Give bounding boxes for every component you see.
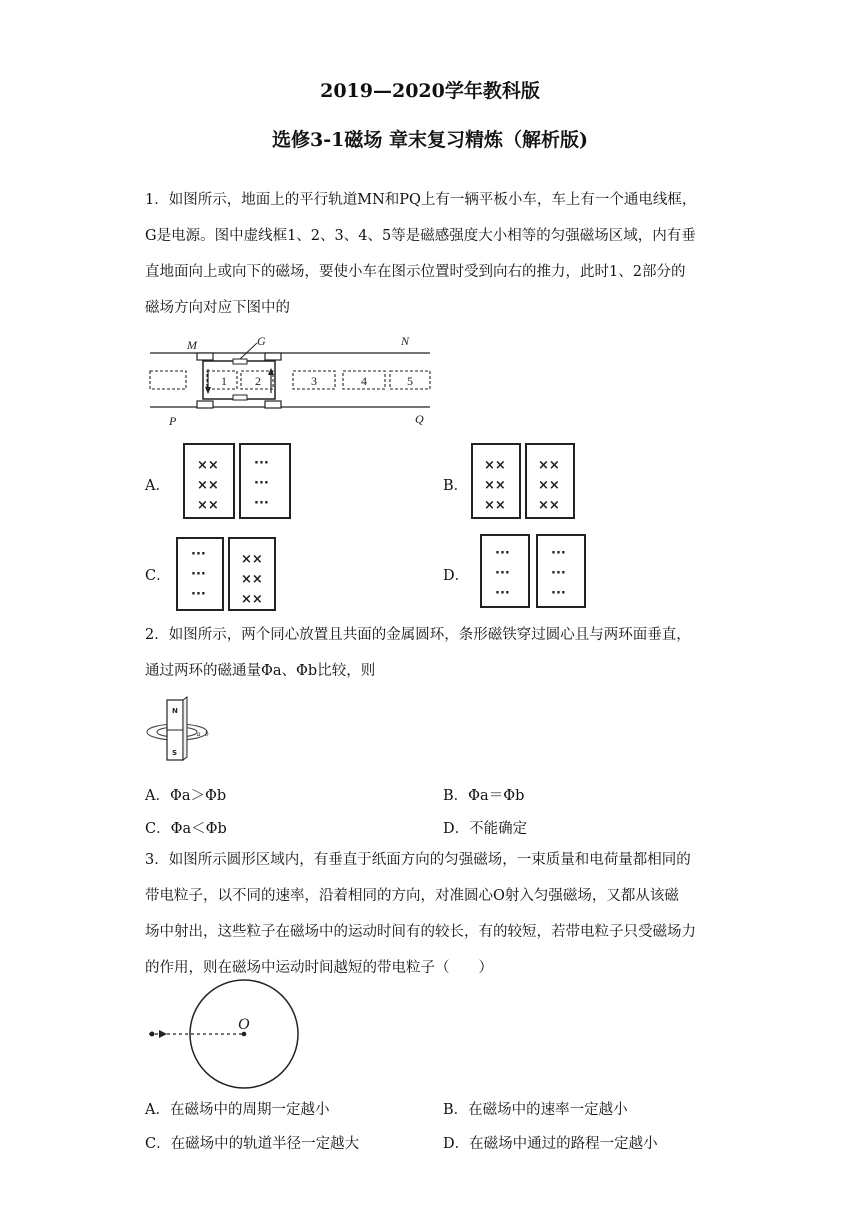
- cross-mark-icon: ××: [538, 458, 560, 473]
- dot-mark-icon: ···: [254, 476, 269, 491]
- q3-option-b[interactable]: B．在磁场中的速率一定越小: [443, 1102, 628, 1118]
- q1-track-figure: [145, 333, 435, 431]
- q2-option-d[interactable]: D．不能确定: [443, 821, 528, 837]
- q3-option-d[interactable]: D．在磁场中通过的路程一定越小: [443, 1136, 658, 1152]
- q1-option-c[interactable]: C．: [145, 568, 171, 584]
- cross-mark-icon: ××: [197, 478, 219, 493]
- label-Q: Q: [415, 412, 424, 426]
- dot-mark-icon: ···: [191, 547, 206, 562]
- q2-stem: [145, 617, 725, 689]
- document-title-line1: 2019—2020学年教科版: [320, 80, 540, 102]
- q1-option-c-figure: [175, 534, 279, 612]
- q1-option-a[interactable]: A．: [145, 478, 170, 494]
- label-b: b: [205, 730, 209, 738]
- q1-stem-line: 1．如图所示，地面上的平行轨道MN和PQ上有一辆平板小车，车上有一个通电线框，: [145, 192, 697, 208]
- q2-option-c[interactable]: C．Φa＜Φb: [145, 821, 227, 837]
- q1-option-a-figure: [182, 440, 294, 522]
- q3-option-c[interactable]: C．在磁场中的轨道半径一定越大: [145, 1136, 360, 1152]
- q3-stem-line: 场中射出，这些粒子在磁场中的运动时间有的较长，有的较短，若带电粒子只受磁场力: [145, 924, 696, 940]
- label-P: P: [169, 414, 177, 428]
- dot-mark-icon: ···: [191, 587, 206, 602]
- label-N: N: [401, 334, 410, 348]
- q1-option-b-figure: [470, 440, 576, 522]
- cross-mark-icon: ××: [241, 552, 263, 567]
- label-M: M: [187, 338, 197, 352]
- dot-mark-icon: ···: [551, 586, 566, 601]
- q1-stem: [145, 182, 725, 326]
- cross-mark-icon: ××: [241, 592, 263, 607]
- dot-mark-icon: ···: [254, 496, 269, 511]
- cross-mark-icon: ××: [538, 478, 560, 493]
- q1-stem-line: 直地面向上或向下的磁场，要使小车在图示位置时受到向右的推力，此时1、2部分的: [145, 264, 686, 280]
- q1-option-d[interactable]: D．: [443, 568, 470, 584]
- q3-circle-figure: [143, 978, 305, 1090]
- q2-stem-line: 通过两环的磁通量Φa、Φb比较，则: [145, 663, 376, 679]
- q3-stem: [145, 842, 725, 986]
- dot-mark-icon: ···: [495, 566, 510, 581]
- zone-label: 4: [361, 374, 367, 388]
- label-S: S: [172, 749, 178, 757]
- zone-label: 1: [221, 374, 227, 388]
- q2-stem-line: 2．如图所示，两个同心放置且共面的金属圆环，条形磁铁穿过圆心且与两环面垂直，: [145, 627, 691, 643]
- cross-mark-icon: ××: [484, 498, 506, 513]
- q2-magnet-figure: [143, 696, 223, 766]
- q2-option-a[interactable]: A．Φa＞Φb: [145, 788, 227, 804]
- document-title-line2: 选修3-1磁场 章末复习精炼（解析版): [272, 129, 588, 151]
- q1-stem-line: 磁场方向对应下图中的: [145, 300, 290, 316]
- label-N: N: [172, 707, 178, 715]
- label-G: G: [257, 334, 266, 348]
- dot-mark-icon: ···: [551, 566, 566, 581]
- q3-stem-line: 3．如图所示圆形区域内，有垂直于纸面方向的匀强磁场，一束质量和电荷量都相同的: [145, 852, 691, 868]
- dot-mark-icon: ···: [495, 546, 510, 561]
- dot-mark-icon: ···: [551, 546, 566, 561]
- zone-label: 5: [407, 374, 413, 388]
- zone-label: 2: [255, 374, 261, 388]
- cross-mark-icon: ××: [484, 478, 506, 493]
- dot-mark-icon: ···: [254, 456, 269, 471]
- q1-option-d-figure: [479, 531, 591, 611]
- q3-stem-line: 带电粒子，以不同的速率，沿着相同的方向，对准圆心O射入匀强磁场，又都从该磁: [145, 888, 679, 904]
- q2-option-b[interactable]: B．Φa＝Φb: [443, 788, 525, 804]
- q1-stem-line: G是电源。图中虚线框1、2、3、4、5等是磁感强度大小相等的匀强磁场区域，内有垂: [145, 228, 696, 244]
- zone-label: 3: [311, 374, 317, 388]
- cross-mark-icon: ××: [484, 458, 506, 473]
- cross-mark-icon: ××: [197, 498, 219, 513]
- label-a: a: [197, 730, 201, 738]
- dot-mark-icon: ···: [495, 586, 510, 601]
- cross-mark-icon: ××: [197, 458, 219, 473]
- q1-option-b[interactable]: B．: [443, 478, 469, 494]
- q3-option-a[interactable]: A．在磁场中的周期一定越小: [145, 1102, 330, 1118]
- q3-stem-line: 的作用，则在磁场中运动时间越短的带电粒子（ ）: [145, 960, 493, 976]
- cross-mark-icon: ××: [241, 572, 263, 587]
- dot-mark-icon: ···: [191, 567, 206, 582]
- cross-mark-icon: ××: [538, 498, 560, 513]
- label-O: O: [238, 1016, 250, 1033]
